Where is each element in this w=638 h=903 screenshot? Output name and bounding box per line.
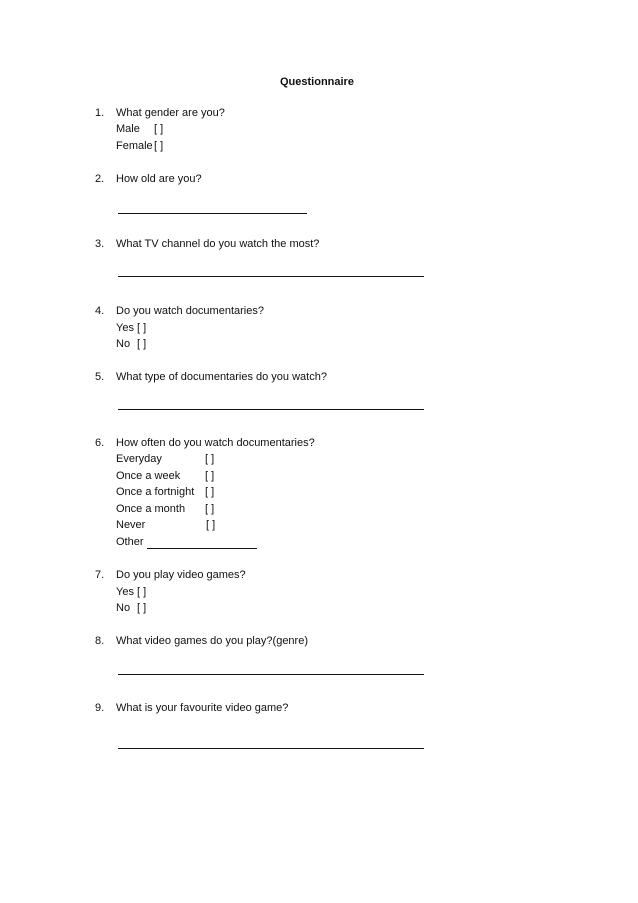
- question-3-number: 3.: [95, 238, 105, 250]
- option-other-answer-line[interactable]: [147, 548, 257, 549]
- option-yes-label: Yes: [116, 322, 134, 334]
- question-5-answer-line[interactable]: [118, 409, 424, 410]
- option-never-checkbox[interactable]: [ ]: [206, 519, 216, 531]
- question-2-answer-line[interactable]: [118, 213, 307, 214]
- option-no-checkbox[interactable]: [ ]: [137, 602, 147, 614]
- option-once-a-fortnight-label: Once a fortnight: [116, 486, 195, 498]
- question-9-answer-line[interactable]: [118, 748, 424, 749]
- question-1-number: 1.: [95, 107, 105, 119]
- option-never-label: Never: [116, 519, 146, 531]
- option-male-checkbox[interactable]: [ ]: [154, 123, 164, 135]
- option-no-checkbox[interactable]: [ ]: [137, 338, 147, 350]
- question-5-number: 5.: [95, 371, 105, 383]
- option-no-label: No: [116, 602, 131, 614]
- option-once-a-week-label: Once a week: [116, 470, 181, 482]
- option-once-a-month-checkbox[interactable]: [ ]: [205, 503, 215, 515]
- question-6-text: How often do you watch documentaries?: [116, 437, 315, 449]
- question-8-number: 8.: [95, 635, 105, 647]
- option-female-label: Female: [116, 140, 153, 152]
- question-7-number: 7.: [95, 569, 105, 581]
- option-yes-label: Yes: [116, 586, 134, 598]
- question-8-answer-line[interactable]: [118, 674, 424, 675]
- question-7-text: Do you play video games?: [116, 569, 246, 581]
- option-everyday-label: Everyday: [116, 453, 162, 465]
- page-title: Questionnaire: [280, 76, 354, 88]
- option-no-label: No: [116, 338, 131, 350]
- question-2-text: How old are you?: [116, 173, 202, 185]
- question-2-number: 2.: [95, 173, 105, 185]
- question-6-number: 6.: [95, 437, 105, 449]
- question-3-answer-line[interactable]: [118, 276, 424, 277]
- option-other-label: Other: [116, 536, 144, 548]
- option-once-a-month-label: Once a month: [116, 503, 186, 515]
- option-yes-checkbox[interactable]: [ ]: [137, 322, 147, 334]
- question-3-text: What TV channel do you watch the most?: [116, 238, 320, 250]
- option-female-checkbox[interactable]: [ ]: [154, 140, 164, 152]
- question-4-number: 4.: [95, 305, 105, 317]
- question-8-text: What video games do you play?(genre): [116, 635, 308, 647]
- question-4-text: Do you watch documentaries?: [116, 305, 264, 317]
- question-9-number: 9.: [95, 702, 105, 714]
- option-yes-checkbox[interactable]: [ ]: [137, 586, 147, 598]
- question-9-text: What is your favourite video game?: [116, 702, 289, 714]
- option-once-a-fortnight-checkbox[interactable]: [ ]: [205, 486, 215, 498]
- question-1-text: What gender are you?: [116, 107, 225, 119]
- option-male-label: Male: [116, 123, 140, 135]
- option-once-a-week-checkbox[interactable]: [ ]: [205, 470, 215, 482]
- question-5-text: What type of documentaries do you watch?: [116, 371, 327, 383]
- option-everyday-checkbox[interactable]: [ ]: [205, 453, 215, 465]
